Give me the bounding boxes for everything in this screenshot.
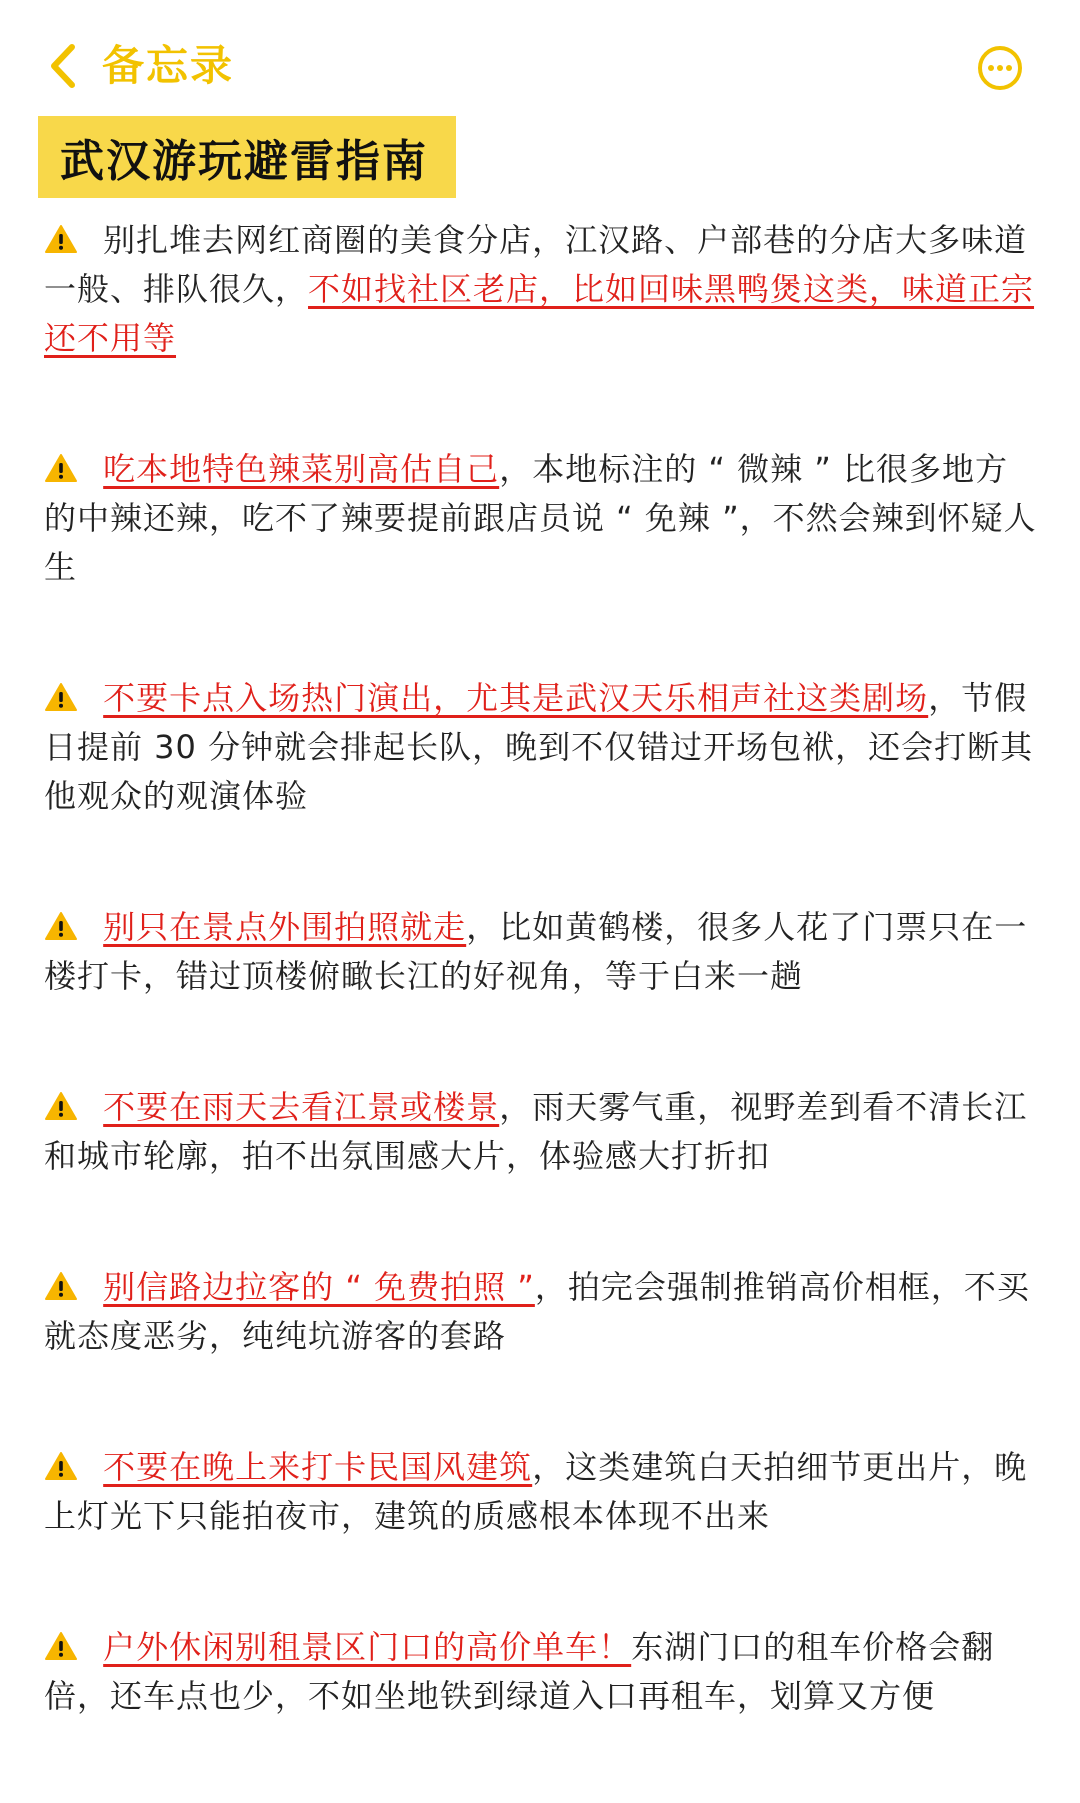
tip-highlight: 不要卡点入场热门演出，尤其是武汉天乐相声社这类剧场 bbox=[103, 679, 929, 717]
tip-text: ，拍完会强制推销高价相框，不买就态度恶劣，纯纯坑游客的套路 bbox=[44, 1268, 1030, 1355]
tip-text: 东湖门口的租车价格会翻倍，还车点也少，不如坐地铁到绿道入口再租车，划算又方便 bbox=[44, 1628, 995, 1715]
tip-item bbox=[44, 445, 1040, 592]
warning-icon bbox=[44, 453, 78, 483]
tip-highlight: 别信路边拉客的 “ 免费拍照 ” bbox=[103, 1268, 535, 1306]
note-title-banner bbox=[38, 116, 456, 198]
tip-text: ，节假日提前 30 分钟就会排起长队，晚到不仅错过开场包袱，还会打断其他观众的观演体验 bbox=[44, 679, 1034, 815]
back-button[interactable] bbox=[48, 38, 234, 94]
tip-highlight: 吃本地特色辣菜别高估自己 bbox=[103, 450, 500, 488]
tip-text: 别扎堆去网红商圈的美食分店，江汉路、户部巷的分店大多味道一般、排队很久， bbox=[44, 221, 1028, 308]
warning-icon bbox=[44, 1271, 78, 1301]
chevron-left-icon bbox=[48, 41, 78, 91]
more-horizontal-icon bbox=[976, 44, 1024, 92]
tip-text: ，雨天雾气重，视野差到看不清长江和城市轮廓，拍不出氛围感大片，体验感大打折扣 bbox=[44, 1088, 1028, 1175]
warning-icon bbox=[44, 224, 78, 254]
tip-item bbox=[44, 903, 1040, 1001]
tip-highlight: 户外休闲别租景区门口的高价单车！ bbox=[103, 1628, 632, 1666]
tip-highlight: 不要在晚上来打卡民国风建筑 bbox=[103, 1448, 533, 1486]
warning-icon bbox=[44, 911, 78, 941]
tip-highlight: 不要在雨天去看江景或楼景 bbox=[103, 1088, 500, 1126]
warning-icon bbox=[44, 1451, 78, 1481]
tip-highlight: 不如找社区老店，比如回味黑鸭煲这类，味道正宗还不用等 bbox=[44, 270, 1035, 357]
tip-item bbox=[44, 674, 1040, 821]
tip-item bbox=[44, 1083, 1040, 1181]
note-title: 武汉游玩避雷指南 bbox=[60, 136, 428, 187]
tip-item bbox=[44, 1443, 1040, 1541]
back-label: 备忘录 bbox=[102, 41, 235, 90]
warning-icon bbox=[44, 1091, 78, 1121]
tip-item bbox=[44, 216, 1040, 363]
tip-highlight: 别只在景点外围拍照就走 bbox=[103, 908, 467, 946]
warning-icon bbox=[44, 682, 78, 712]
tip-text: ，本地标注的 “ 微辣 ” 比很多地方的中辣还辣，吃不了辣要提前跟店员说 “ 免辣 ”，不然会辣到怀疑人生 bbox=[44, 450, 1037, 586]
tip-item bbox=[44, 1263, 1040, 1361]
tip-item bbox=[44, 1623, 1040, 1721]
tip-text: ，比如黄鹤楼，很多人花了门票只在一楼打卡，错过顶楼俯瞰长江的好视角，等于白来一趟 bbox=[44, 908, 1028, 995]
tip-text: ，这类建筑白天拍细节更出片，晚上灯光下只能拍夜市，建筑的质感根本体现不出来 bbox=[44, 1448, 1028, 1535]
more-button[interactable] bbox=[976, 44, 1024, 92]
nav-bar bbox=[0, 0, 1080, 120]
warning-icon bbox=[44, 1631, 78, 1661]
tips-list bbox=[44, 216, 1040, 1803]
